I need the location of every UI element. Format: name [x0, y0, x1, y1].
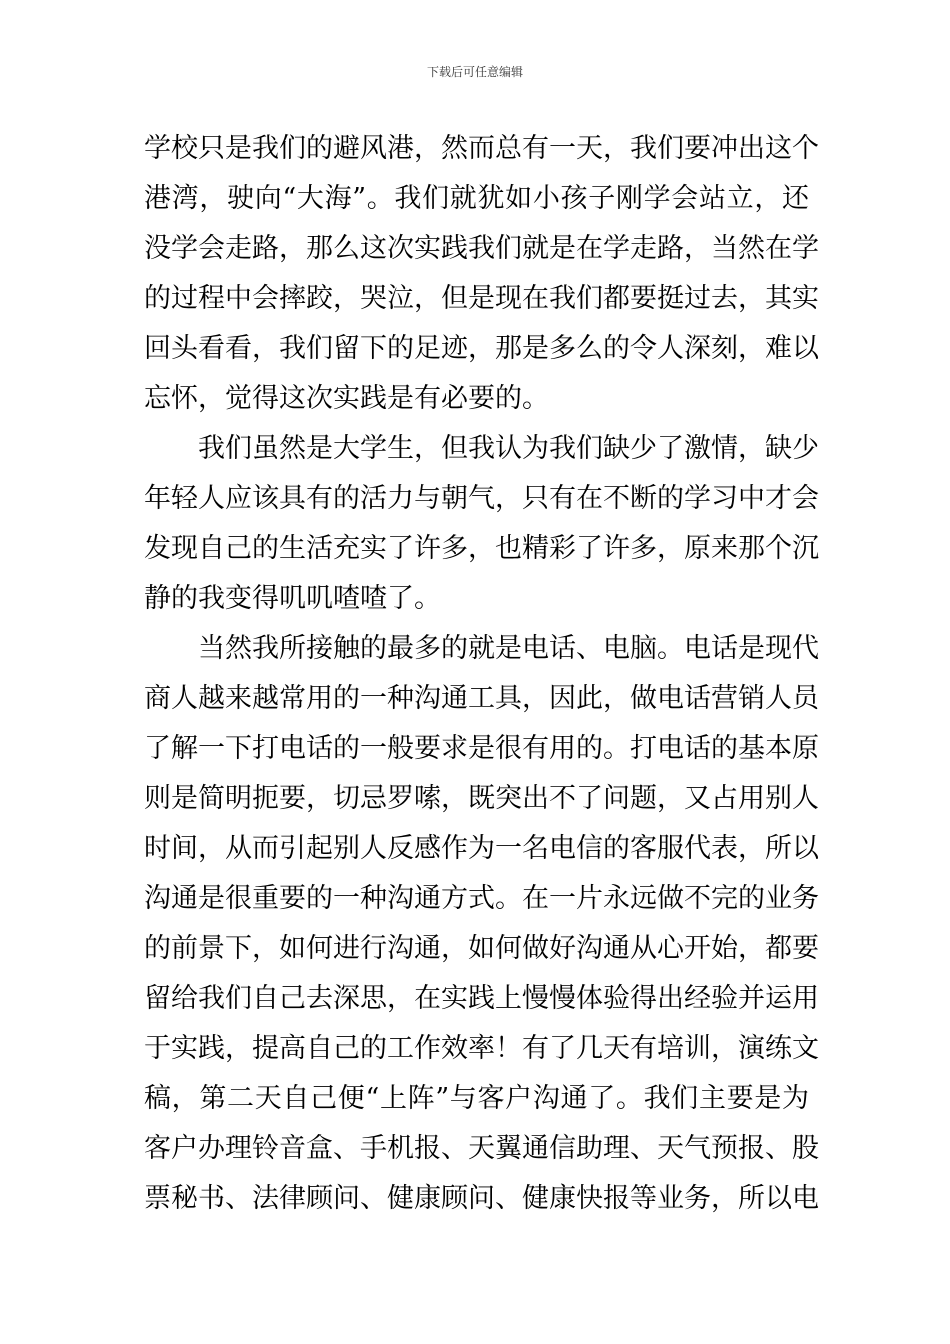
text-line: 发现自己的生活充实了许多，也精彩了许多，原来那个沉 — [144, 533, 819, 564]
paragraph-2 — [144, 424, 819, 624]
text-line: 学校只是我们的避风港，然而总有一天，我们要冲出这个 — [144, 133, 819, 164]
text-line: 的过程中会摔跤，哭泣，但是现在我们都要挺过去，其实 — [144, 283, 819, 314]
text-line: 商人越来越常用的一种沟通工具，因此，做电话营销人员 — [144, 683, 819, 714]
text-line: 时间，从而引起别人反感作为一名电信的客服代表，所以 — [144, 833, 819, 864]
text-line: 当然我所接触的最多的就是电话、电脑。电话是现代 — [198, 633, 819, 664]
text-line: 的前景下，如何进行沟通，如何做好沟通从心开始，都要 — [144, 933, 819, 964]
text-line: 忘怀，觉得这次实践是有必要的。 — [144, 383, 549, 414]
text-line: 港湾，驶向“大海”。我们就犹如小孩子刚学会站立，还 — [144, 183, 809, 214]
text-line: 于实践，提高自己的工作效率！有了几天有培训，演练文 — [144, 1033, 819, 1064]
text-line: 稿，第二天自己便“上阵”与客户沟通了。我们主要是为 — [144, 1083, 809, 1114]
text-line: 我们虽然是大学生，但我认为我们缺少了激情，缺少 — [198, 433, 819, 464]
page-header: 下载后可任意编辑 — [426, 65, 523, 79]
text-line: 留给我们自己去深思，在实践上慢慢体验得出经验并运用 — [144, 983, 819, 1014]
text-line: 静的我变得叽叽喳喳了。 — [144, 583, 441, 614]
document-body — [144, 124, 819, 1224]
text-line: 票秘书、法律顾问、健康顾问、健康快报等业务，所以电 — [144, 1183, 819, 1214]
text-line: 沟通是很重要的一种沟通方式。在一片永远做不完的业务 — [144, 883, 819, 914]
text-line: 年轻人应该具有的活力与朝气，只有在不断的学习中才会 — [144, 483, 819, 514]
text-line: 回头看看，我们留下的足迹，那是多么的令人深刻，难以 — [144, 333, 819, 364]
text-line: 则是简明扼要，切忌罗嗦，既突出不了问题，又占用别人 — [144, 783, 819, 814]
paragraph-1 — [144, 124, 819, 424]
text-line: 了解一下打电话的一般要求是很有用的。打电话的基本原 — [144, 733, 819, 764]
paragraph-3 — [144, 624, 819, 1224]
text-line: 没学会走路，那么这次实践我们就是在学走路，当然在学 — [144, 233, 819, 264]
text-line: 客户办理铃音盒、手机报、天翼通信助理、天气预报、股 — [144, 1133, 819, 1164]
